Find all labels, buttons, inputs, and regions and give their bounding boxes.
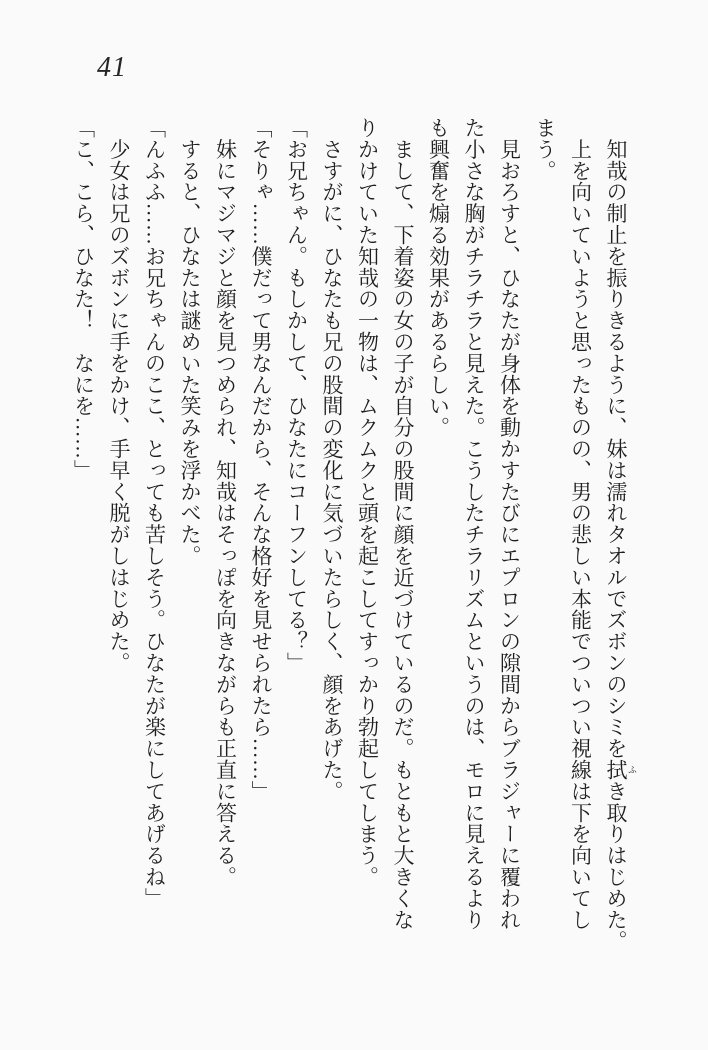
text-line: 見おろすと、ひなたが身体を動かすたびにエプロンの隙間からブラジャーに覆われ — [497, 117, 522, 931]
text-line: 「んふふ……お兄ちゃんのここ、とっても苦しそう。ひなたが楽にしてあげるね」 — [142, 117, 167, 909]
page-number: 41 — [97, 52, 127, 83]
text-line: 少女は兄のズボンに手をかけ、手早く脱がしはじめた。 — [107, 117, 131, 674]
text-line: さすがに、ひなたも兄の股間の変化に気づいたらしく、顔をあげた。 — [320, 117, 344, 802]
text-line: まして、下着姿の女の子が自分の股間に顔を近づけているのだ。もともと大きくな — [391, 117, 415, 931]
text-line: すると、ひなたは謎めいた笑みを浮かべた。 — [178, 117, 202, 567]
furigana-ruby: 拭 ふ — [604, 759, 637, 781]
text-line: 「お兄ちゃん。もしかして、ひなたにコーフンしてる？」 — [284, 117, 309, 674]
text-line: 「そりゃ……僕だって男なんだから、そんな格好を見せられたら……」 — [249, 117, 273, 802]
text-line: まう。 — [533, 117, 557, 182]
page-text-vertical — [65, 117, 637, 957]
text-line: 上を向いていようと思ったものの、男の悲しい本能でついつい視線は下を向いてし — [568, 117, 593, 931]
text-line: 知哉の制止を振りきるように、妹は濡れタオルでズボンのシミを拭 ふき取りはじめた。 — [604, 117, 637, 952]
text-line: りかけていた知哉の一物は、ムクムクと頭を起こしてすっかり勃起してしまう。 — [355, 117, 380, 888]
text-line: も興奮を煽る効果があるらしい。 — [426, 117, 451, 438]
text-line: 妹にマジマジと顔を見つめられ、知哉はそっぽを向きながらも正直に答える。 — [213, 117, 238, 888]
text-line: 「こ、こら、ひなた！ なにを……」 — [71, 117, 96, 481]
text-line: た小さな胸がチラチラと見えた。こうしたチラリズムというのは、モロに見えるより — [462, 117, 486, 931]
